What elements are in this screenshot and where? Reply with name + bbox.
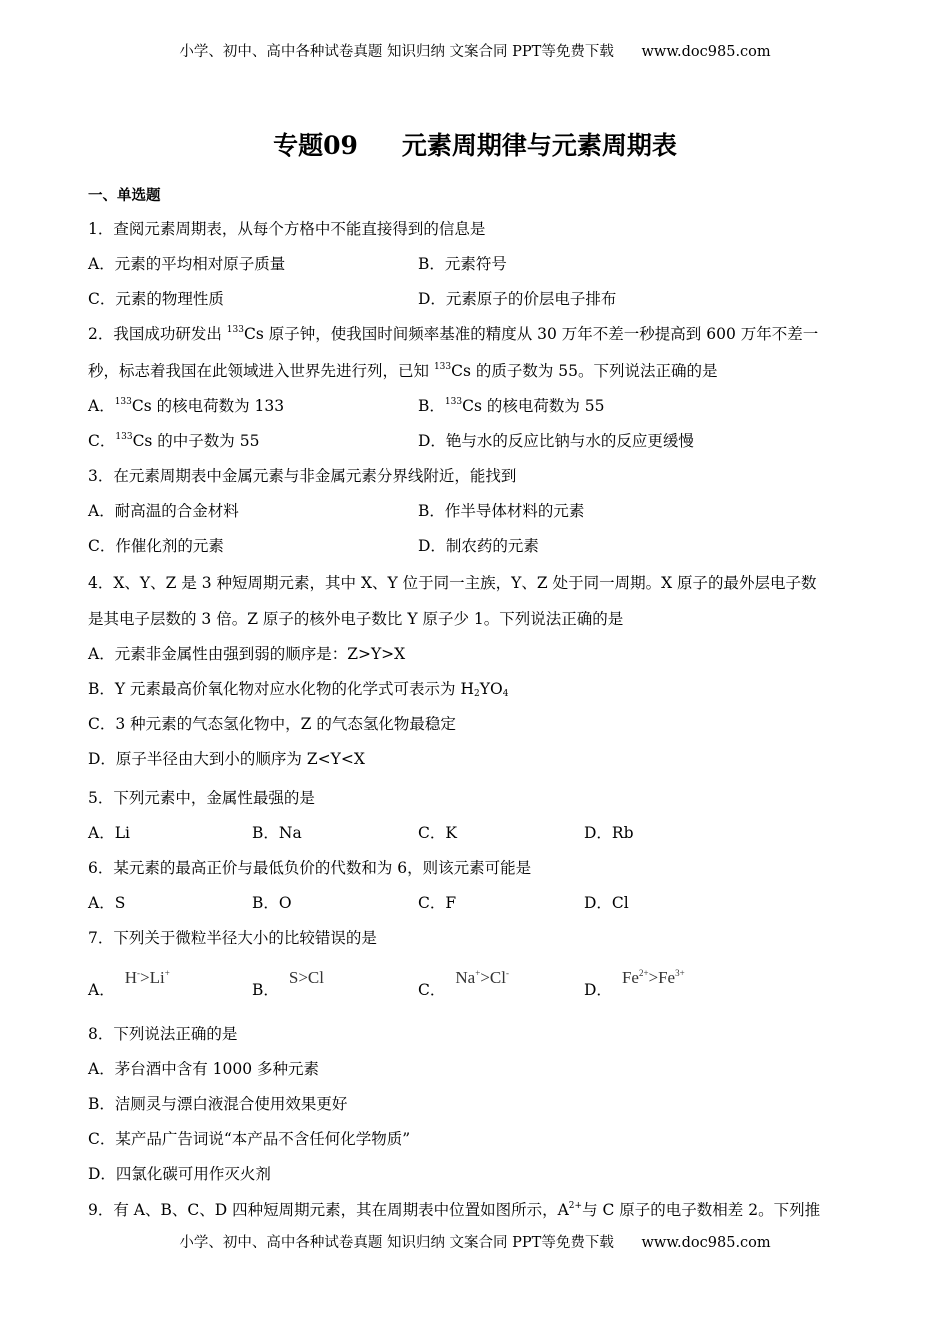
answer-option [252, 968, 324, 1000]
text: 6．某元素的最高正价与最低负价的代数和为 6，则该元素可能是 [88, 859, 532, 877]
subscript: 4 [502, 689, 509, 699]
text: 3．在元素周期表中金属元素与非金属元素分界线附近，能找到 [88, 467, 517, 485]
text: C．K [418, 824, 457, 842]
answer-option [584, 823, 634, 843]
text: C． [88, 432, 116, 450]
question-line [88, 219, 485, 239]
answer-option [418, 254, 507, 274]
answer-option [418, 823, 457, 843]
superscript: - [136, 968, 140, 978]
question-line [88, 324, 818, 344]
text: 1．查阅元素周期表，从每个方格中不能直接得到的信息是 [88, 220, 486, 238]
text: D． [584, 981, 612, 999]
text: A．S [88, 894, 126, 912]
text: C．作催化剂的元素 [88, 537, 224, 555]
text: A．茅台酒中含有 1000 多种元素 [88, 1060, 319, 1078]
text: A．元素的平均相对原子质量 [88, 255, 286, 273]
text: >Fe [648, 968, 676, 987]
text: Fe [621, 968, 639, 987]
formula [289, 968, 324, 987]
superscript: - [505, 968, 509, 978]
question-line [88, 1129, 410, 1149]
question-line [88, 1164, 271, 1184]
answer-option [88, 893, 125, 913]
question-line [88, 714, 456, 734]
answer-option [418, 968, 509, 1000]
text: C．元素的物理性质 [88, 290, 224, 308]
text: >Cl [480, 968, 506, 987]
question-line [88, 1094, 347, 1114]
text: H [124, 968, 137, 987]
page-footer [0, 1231, 950, 1252]
answer-option [88, 396, 284, 416]
text: D．Cl [584, 894, 629, 912]
text: Na [455, 968, 476, 987]
text: 7．下列关于微粒半径大小的比较错误的是 [88, 929, 377, 947]
text: A．元素非金属性由强到弱的顺序是：Z>Y>X [88, 645, 406, 663]
text: B． [252, 981, 279, 999]
question-line [88, 573, 817, 593]
answer-option [418, 431, 694, 451]
answer-option [88, 289, 224, 309]
text: 与 C 原子的电子数相差 2。下列推 [582, 1201, 821, 1219]
page-title [0, 126, 950, 162]
superscript: 133 [115, 432, 133, 442]
text: 8．下列说法正确的是 [88, 1025, 238, 1043]
text: C．3 种元素的气态氢化物中，Z 的气态氢化物最稳定 [88, 715, 456, 733]
text: 秒，标志着我国在此领域进入世界先进行列，已知 [88, 362, 434, 380]
text: A．Li [88, 824, 130, 842]
superscript: 133 [433, 362, 452, 372]
footer-url[interactable]: www.doc985.com [641, 1235, 771, 1251]
answer-option [88, 968, 170, 1000]
text: YO [479, 680, 503, 698]
text: Cs 的中子数为 55 [132, 432, 260, 450]
footer-text: 小学、初中、高中各种试卷真题 知识归纳 文案合同 PPT等免费下载 [179, 1235, 614, 1251]
header-url[interactable]: www.doc985.com [641, 44, 771, 60]
superscript: 133 [444, 397, 463, 407]
answer-option [252, 823, 302, 843]
text: B．O [252, 894, 292, 912]
text: B．Y 元素最高价氧化物对应水化物的化学式可表示为 H [88, 680, 474, 698]
answer-option [584, 893, 629, 913]
page-header [0, 40, 950, 61]
text: D．原子半径由大到小的顺序为 Z<Y<X [88, 750, 365, 768]
text: B． [418, 397, 445, 415]
text: B．洁厕灵与漂白液混合使用效果更好 [88, 1095, 348, 1113]
text: C．某产品广告词说“本产品不含任何化学物质” [88, 1130, 411, 1148]
answer-option [418, 893, 456, 913]
formula [455, 968, 509, 987]
text: Cs 原子钟，使我国时间频率基准的精度从 30 万年不差一秒提高到 600 万年不差一 [243, 325, 819, 343]
text: B．Na [252, 824, 302, 842]
formula [622, 968, 685, 987]
question-line [88, 361, 718, 381]
answer-option [418, 289, 616, 309]
question-line [88, 1024, 237, 1044]
text: 是其电子层数的 3 倍。Z 原子的核外电子数比 Y 原子少 1。下列说法正确的是 [88, 610, 624, 628]
text: A． [88, 397, 115, 415]
superscript: + [164, 968, 170, 978]
header-text: 小学、初中、高中各种试卷真题 知识归纳 文案合同 PPT等免费下载 [179, 44, 614, 60]
text: D．四氯化碳可用作灭火剂 [88, 1165, 271, 1183]
superscript: 133 [226, 325, 244, 335]
answer-option [584, 968, 685, 1000]
question-line [88, 788, 315, 808]
text: Cs 的核电荷数为 133 [131, 397, 285, 415]
text: B．元素符号 [418, 255, 507, 273]
answer-option [88, 431, 259, 451]
answer-option [88, 536, 224, 556]
text: S>Cl [288, 968, 324, 987]
text: 9．有 A、B、C、D 四种短周期元素，其在周期表中位置如图所示，A [88, 1201, 569, 1219]
answer-option [88, 823, 130, 843]
title-topic-number: 专题09 [273, 131, 358, 160]
question-line [88, 749, 365, 769]
question-line [88, 644, 405, 664]
section-heading: 一、单选题 [88, 187, 161, 204]
text: C．F [418, 894, 457, 912]
question-line [88, 679, 508, 699]
formula [125, 968, 170, 987]
text: B．作半导体材料的元素 [418, 502, 585, 520]
superscript: 2+ [638, 968, 649, 978]
text: D．Rb [584, 824, 634, 842]
answer-option [252, 893, 292, 913]
superscript: + [475, 968, 481, 978]
text: A． [88, 981, 115, 999]
text: >Li [139, 968, 165, 987]
text: D．铯与水的反应比钠与水的反应更缓慢 [418, 432, 694, 450]
title-topic-name: 元素周期律与元素周期表 [401, 131, 677, 160]
question-line [88, 928, 377, 948]
text: 2．我国成功研发出 [88, 325, 227, 343]
question-line [88, 1059, 319, 1079]
text: D．制农药的元素 [418, 537, 539, 555]
question-line [88, 1200, 820, 1220]
answer-option [418, 396, 604, 416]
superscript: 3+ [675, 968, 685, 978]
text: 4．X、Y、Z 是 3 种短周期元素，其中 X、Y 位于同一主族，Y、Z 处于同一周期。X 原子的最外层电子数 [88, 574, 817, 592]
subscript: 2 [474, 689, 480, 699]
text: D．元素原子的价层电子排布 [418, 290, 617, 308]
text: C． [418, 981, 446, 999]
text: A．耐高温的合金材料 [88, 502, 239, 520]
text: Cs 的质子数为 55。下列说法正确的是 [451, 362, 718, 380]
answer-option [418, 501, 584, 521]
text: 5．下列元素中，金属性最强的是 [88, 789, 315, 807]
superscript: 2+ [568, 1201, 583, 1211]
answer-option [88, 501, 239, 521]
superscript: 133 [114, 397, 132, 407]
question-line [88, 609, 623, 629]
question-line [88, 466, 516, 486]
text: Cs 的核电荷数为 55 [462, 397, 605, 415]
question-line [88, 858, 531, 878]
answer-option [88, 254, 285, 274]
answer-option [418, 536, 539, 556]
